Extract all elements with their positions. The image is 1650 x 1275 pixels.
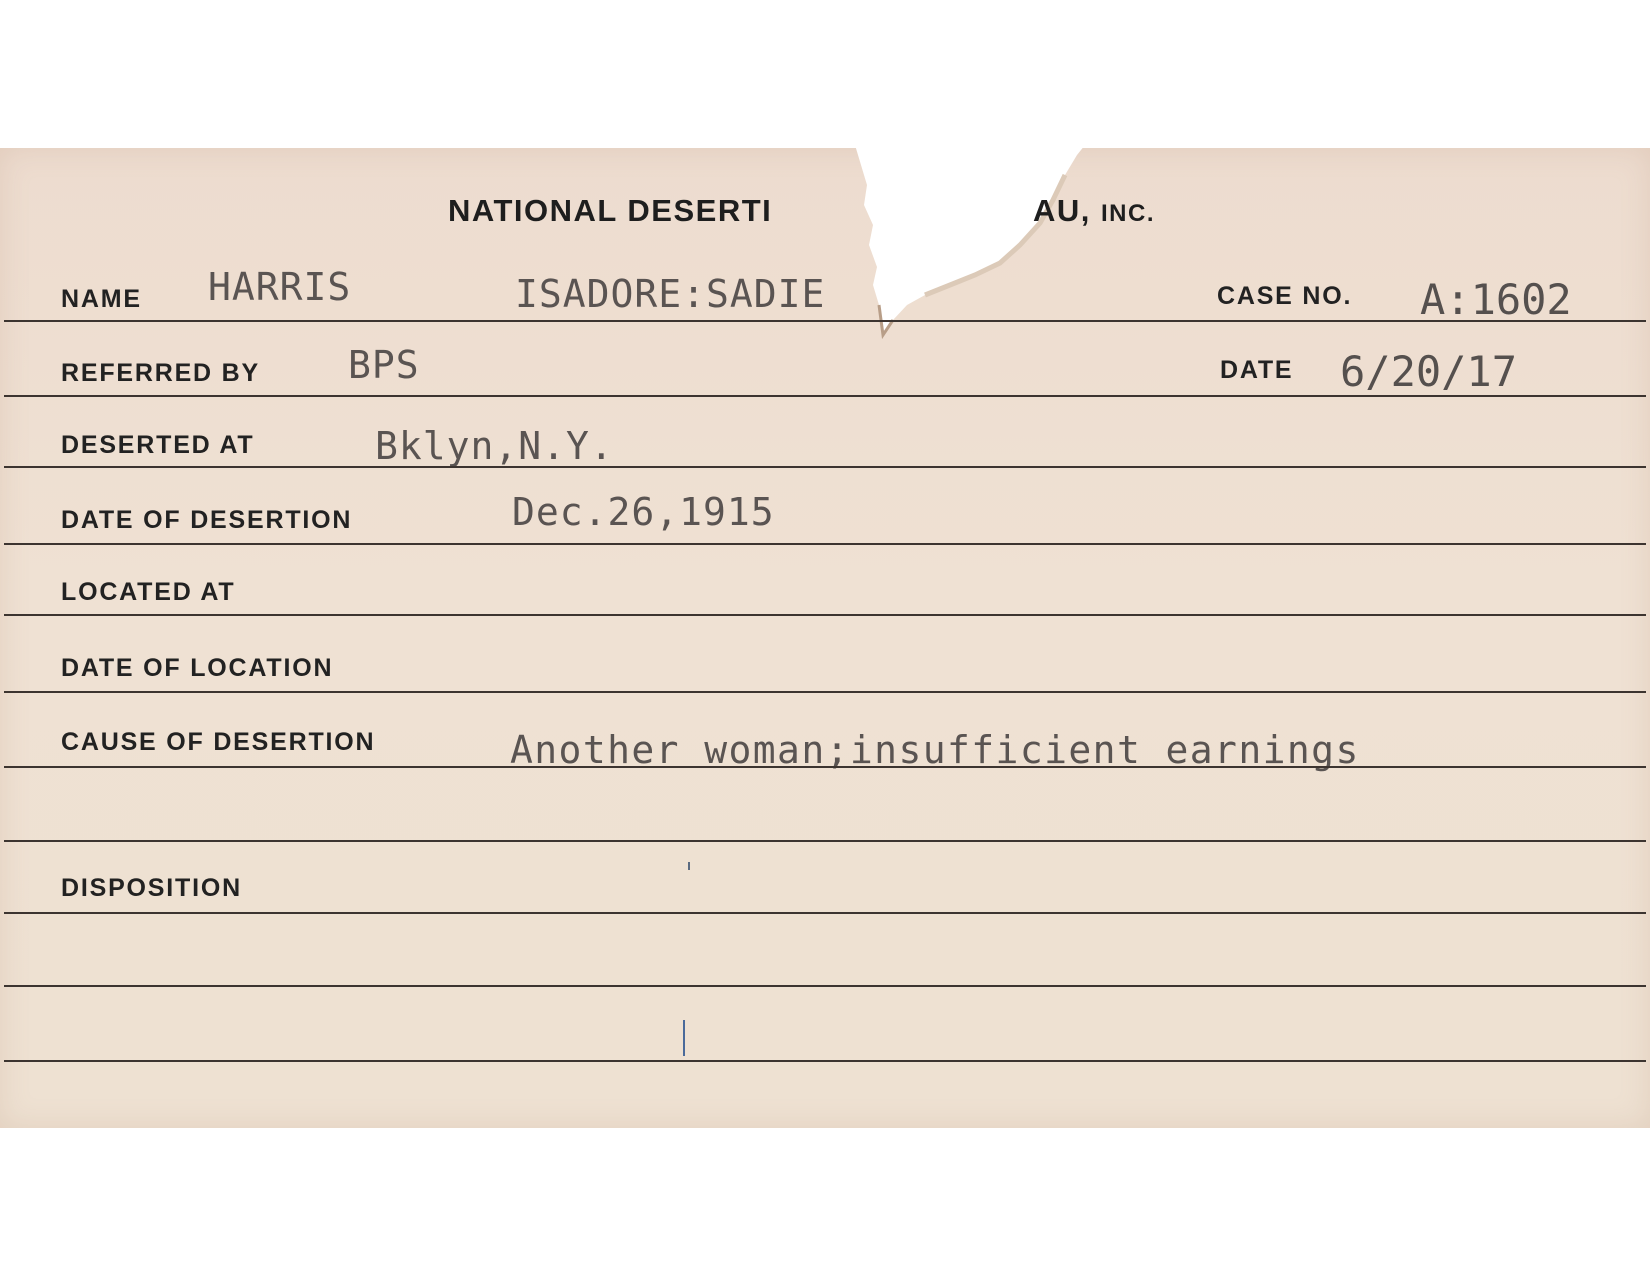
label-cause-of-desertion: CAUSE OF DESERTION [61,728,376,756]
pencil-mark [683,1020,685,1056]
label-referred-by: REFERRED BY [61,359,260,387]
rule-line [4,912,1646,914]
label-date: DATE [1220,356,1294,384]
value-date: 6/20/17 [1340,347,1518,396]
value-cause-of-desertion: Another woman;insufficient earnings [510,728,1360,772]
label-located-at: LOCATED AT [61,578,236,606]
rule-line [4,985,1646,987]
header-inc: INC. [1101,200,1156,227]
rule-line [4,543,1646,545]
label-name: NAME [61,285,142,313]
rule-line [4,614,1646,616]
pencil-mark [688,862,690,870]
rule-line [4,320,1646,322]
value-deserted-at: Bklyn,N.Y. [375,424,614,468]
rule-line [4,691,1646,693]
rule-line [4,395,1646,397]
rule-line [4,1060,1646,1062]
value-name-first: ISADORE:SADIE [515,272,826,316]
value-name-last: HARRIS [208,265,352,309]
label-date-of-desertion: DATE OF DESERTION [61,506,353,534]
header-left-text: NATIONAL DESERTI [448,193,773,228]
label-date-of-location: DATE OF LOCATION [61,654,334,682]
header-right-text: AU, [1033,193,1091,228]
rule-line [4,840,1646,842]
value-date-of-desertion: Dec.26,1915 [512,490,775,534]
value-case-no: A:1602 [1420,275,1572,324]
label-case-no: CASE NO. [1217,282,1353,310]
label-deserted-at: DESERTED AT [61,431,255,459]
value-referred-by: BPS [348,343,420,387]
rule-line [4,766,1646,768]
rule-line [4,466,1646,468]
header-right-group [1033,193,1155,229]
label-disposition: DISPOSITION [61,874,242,902]
torn-notch [855,145,1095,355]
